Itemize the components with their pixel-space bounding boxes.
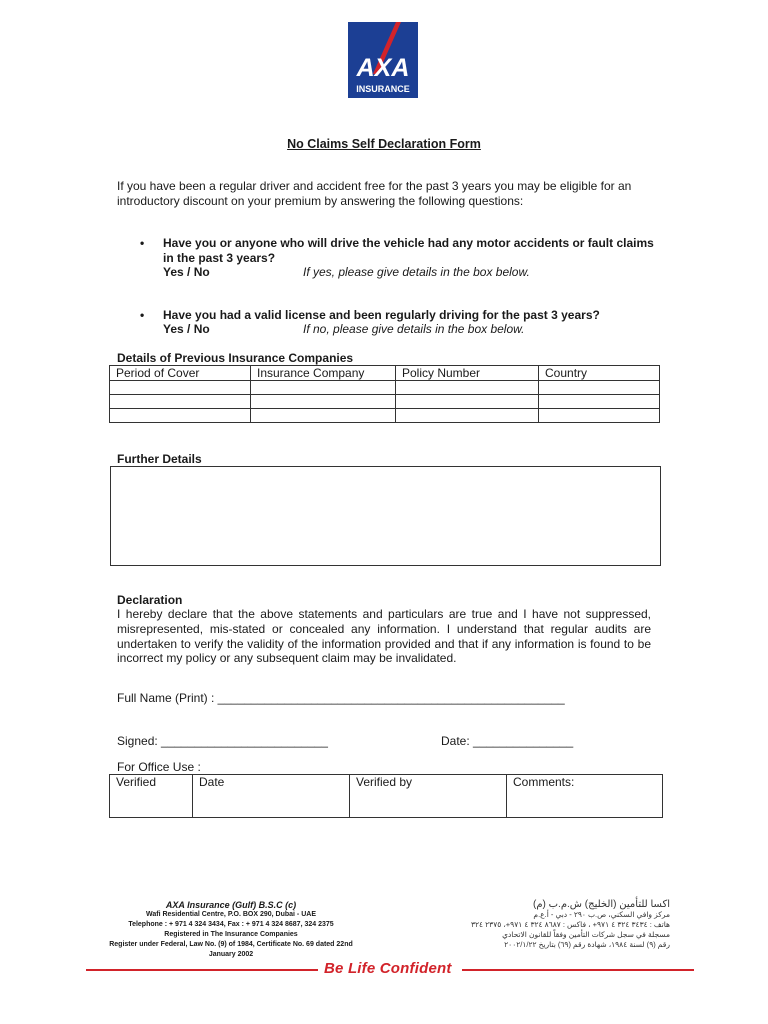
bullet-1: • xyxy=(140,236,145,250)
office-col-comments[interactable]: Comments: xyxy=(507,775,663,818)
slogan: Be Life Confident xyxy=(324,960,452,977)
footer-law: Register under Federal, Law No. (9) of 1984, Certificate No. 69 dated 22nd January 2002 xyxy=(109,941,353,958)
footer-ar-company: اكسا للتأمين (الخليج) ش.م.ب (م) xyxy=(533,899,670,910)
office-col-verified-by[interactable]: Verified by xyxy=(350,775,507,818)
further-details-box[interactable] xyxy=(110,466,661,566)
col-insurance-company: Insurance Company xyxy=(251,366,396,381)
cell-input[interactable] xyxy=(396,409,539,423)
footer-ar-phone: هاتف : ٣٤٣٤ ٣٢٤ ٤ ٩٧١+ ، فاكس : ٨٦٨٧ ٣٢٤ ٤ ٩٧١+، ٢٣٧٥ ٣٢٤ xyxy=(470,920,670,929)
cell-input[interactable] xyxy=(251,395,396,409)
table-row xyxy=(110,381,660,395)
further-details-heading: Further Details xyxy=(117,452,202,466)
cell-input[interactable] xyxy=(396,381,539,395)
form-title: No Claims Self Declaration Form xyxy=(287,137,481,151)
cell-input[interactable] xyxy=(110,409,251,423)
office-use-row xyxy=(110,775,663,818)
intro-text: If you have been a regular driver and accident free for the past 3 years you may be eligible for an introductory discount on your premium by answering the following questions: xyxy=(117,179,632,208)
office-use-label: For Office Use : xyxy=(117,760,201,774)
declaration-heading: Declaration xyxy=(117,593,183,607)
footer-rule-right xyxy=(462,969,694,971)
cell-input[interactable] xyxy=(539,381,660,395)
footer-ar-address: مركز وافي السكني، ص.ب ٢٩٠ - دبي - أ.ع.م xyxy=(533,910,670,919)
office-col-date[interactable]: Date xyxy=(193,775,350,818)
footer-ar-registered: مسجلة في سجل شركات التأمين وفقاً للقانون الاتحادي xyxy=(502,930,670,939)
axa-logo xyxy=(348,22,418,98)
date-field[interactable]: Date: _______________ xyxy=(441,734,574,748)
cell-input[interactable] xyxy=(110,381,251,395)
footer-english xyxy=(96,900,366,960)
col-period-of-cover: Period of Cover xyxy=(110,366,251,381)
insurance-heading: Details of Previous Insurance Companies xyxy=(117,351,354,365)
cell-input[interactable] xyxy=(110,395,251,409)
insurance-table xyxy=(109,365,660,423)
footer-address: Wafi Residential Centre, P.O. BOX 290, Dubai - UAE xyxy=(146,911,316,918)
full-name-field[interactable]: Full Name (Print) : ____________________________________________________ xyxy=(117,691,565,705)
declaration-text: I hereby declare that the above statements and particulars are true and I have not suppressed, misrepresented, mis-stated or concealed any information. I understand that regular audits are undertaken to verify the validity of the information provided and that if any information is found to be incorrect my policy or any subsequent claim may be invalidated. xyxy=(117,607,651,666)
signed-field[interactable]: Signed: _________________________ xyxy=(117,734,328,748)
svg-text:AXA: AXA xyxy=(356,54,410,82)
question-2: Have you had a valid license and been regularly driving for the past 3 years? xyxy=(163,308,600,322)
cell-input[interactable] xyxy=(251,381,396,395)
col-country: Country xyxy=(539,366,660,381)
footer-registered: Registered in The Insurance Companies xyxy=(164,931,298,938)
footer-arabic xyxy=(470,900,670,950)
question-2-yes-no[interactable]: Yes / No xyxy=(163,322,210,336)
cell-input[interactable] xyxy=(251,409,396,423)
office-use-table xyxy=(109,774,663,818)
footer-company: AXA Insurance (Gulf) B.S.C (c) xyxy=(165,900,297,910)
table-row xyxy=(110,395,660,409)
col-policy-number: Policy Number xyxy=(396,366,539,381)
table-row xyxy=(110,409,660,423)
cell-input[interactable] xyxy=(396,395,539,409)
question-1-hint: If yes, please give details in the box below. xyxy=(303,265,530,279)
question-1: Have you or anyone who will drive the vehicle had any motor accidents or fault claims in the past 3 years? xyxy=(163,236,654,265)
cell-input[interactable] xyxy=(539,395,660,409)
footer-phone: Telephone : + 971 4 324 3434, Fax : + 971 4 324 8687, 324 2375 xyxy=(128,921,334,928)
footer-ar-law: رقم (٩) لسنة ١٩٨٤، شهادة رقم (٦٩) بتاريخ ٢٠٠٢/١/٢٢ xyxy=(504,940,670,949)
insurance-header-row xyxy=(110,366,660,381)
bullet-2: • xyxy=(140,308,145,322)
svg-text:INSURANCE: INSURANCE xyxy=(356,84,410,94)
question-2-hint: If no, please give details in the box below. xyxy=(303,322,525,336)
office-col-verified[interactable]: Verified xyxy=(110,775,193,818)
footer-rule-left xyxy=(86,969,318,971)
question-1-yes-no[interactable]: Yes / No xyxy=(163,265,210,279)
cell-input[interactable] xyxy=(539,409,660,423)
axa-logo-icon xyxy=(348,22,418,98)
